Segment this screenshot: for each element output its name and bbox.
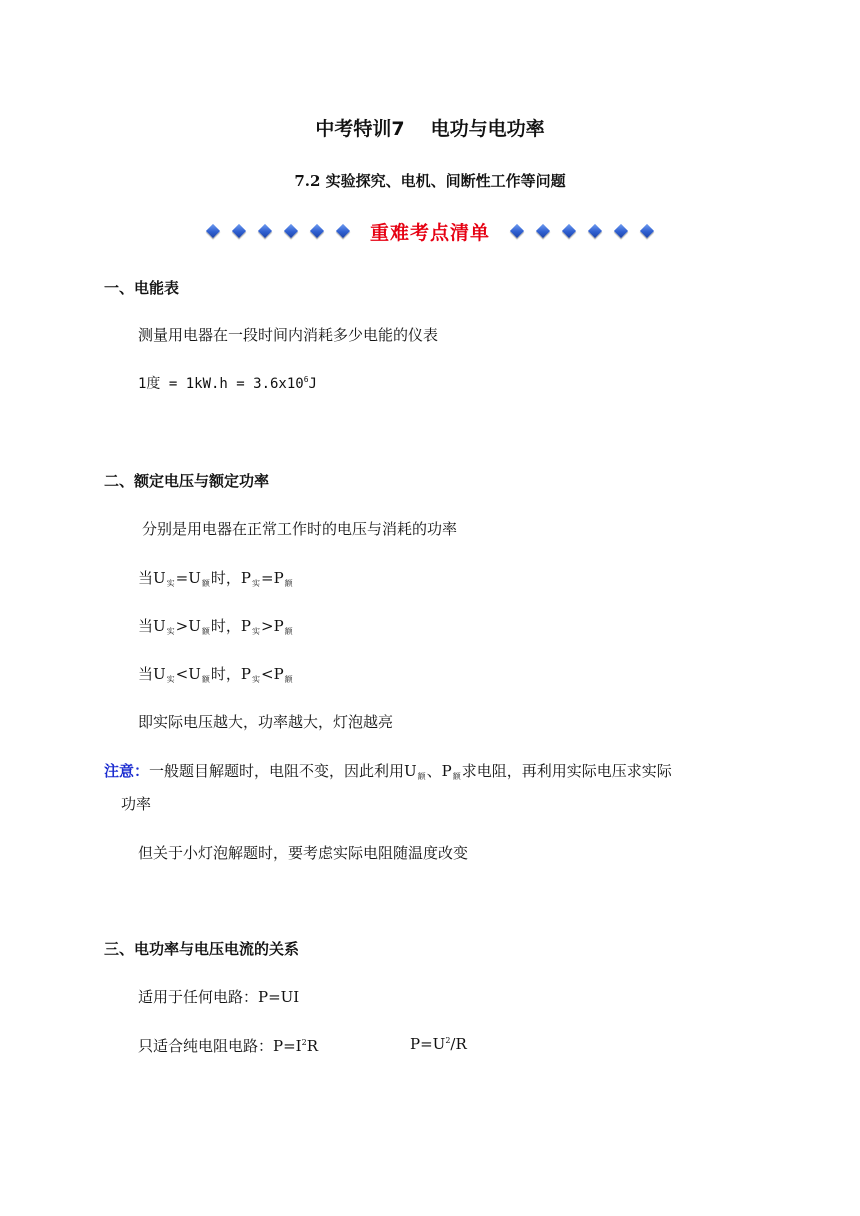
note-extra: 但关于小灯泡解题时，要考虑实际电阻随温度改变 (138, 844, 469, 862)
note-label: 注意： (104, 762, 150, 780)
note-paragraph: 注意：一般题目解题时，电阻不变，因此利用$U_额$、$P_额$求电阻，再利用实际电压求实际 (104, 762, 672, 781)
diamond-icon (310, 224, 324, 238)
diamond-icon (614, 224, 628, 238)
diamond-icon (206, 224, 220, 238)
condition-line-less: 当$U_实<U_额$时，$P_实<P_额$ (138, 665, 293, 684)
section-2-conclusion: 即实际电压越大，功率越大，灯泡越亮 (138, 713, 394, 731)
diamond-icon (232, 224, 246, 238)
title-topic: 电功与电功率 (430, 118, 545, 140)
diamond-icon (588, 224, 602, 238)
note-paragraph-wrap: 功率 (121, 795, 152, 813)
diamond-row-right (504, 226, 660, 236)
condition-line-equal: 当$U_实=U_额$时，$P_实=P_额$ (138, 569, 293, 588)
section-banner (0, 216, 860, 246)
diamond-icon (536, 224, 550, 238)
condition-line-greater: 当$U_实>U_额$时，$P_实>P_额$ (138, 617, 293, 636)
diamond-icon (640, 224, 654, 238)
formula-general: 适用于任何电路：P=UI (138, 988, 300, 1006)
document-subtitle: 7.2 实验探究、电机、间断性工作等问题 (294, 172, 566, 190)
formula-resistive: 只适合纯电阻电路：$P=I^2R$ (138, 1037, 318, 1055)
section-heading-1: 一、电能表 (104, 279, 180, 297)
section-heading-3: 三、电功率与电压电流的关系 (104, 940, 300, 958)
section-heading-2: 二、额定电压与额定功率 (104, 472, 270, 490)
diamond-row-left (200, 226, 356, 236)
formula-resistive-alt: $P=U^2/R$ (410, 1035, 467, 1053)
diamond-icon (510, 224, 524, 238)
document-title (0, 114, 860, 141)
diamond-icon (258, 224, 272, 238)
diamond-icon (336, 224, 350, 238)
diamond-icon (562, 224, 576, 238)
section-1-definition: 测量用电器在一段时间内消耗多少电能的仪表 (138, 326, 439, 344)
section-1-conversion: 1度 = $1kW.h = 3.6x10^6J$ (138, 375, 317, 392)
diamond-icon (284, 224, 298, 238)
title-series: 中考特训7 (315, 118, 405, 140)
section-2-definition: 分别是用电器在正常工作时的电压与消耗的功率 (142, 520, 458, 538)
banner-title: 重难考点清单 (369, 221, 490, 244)
